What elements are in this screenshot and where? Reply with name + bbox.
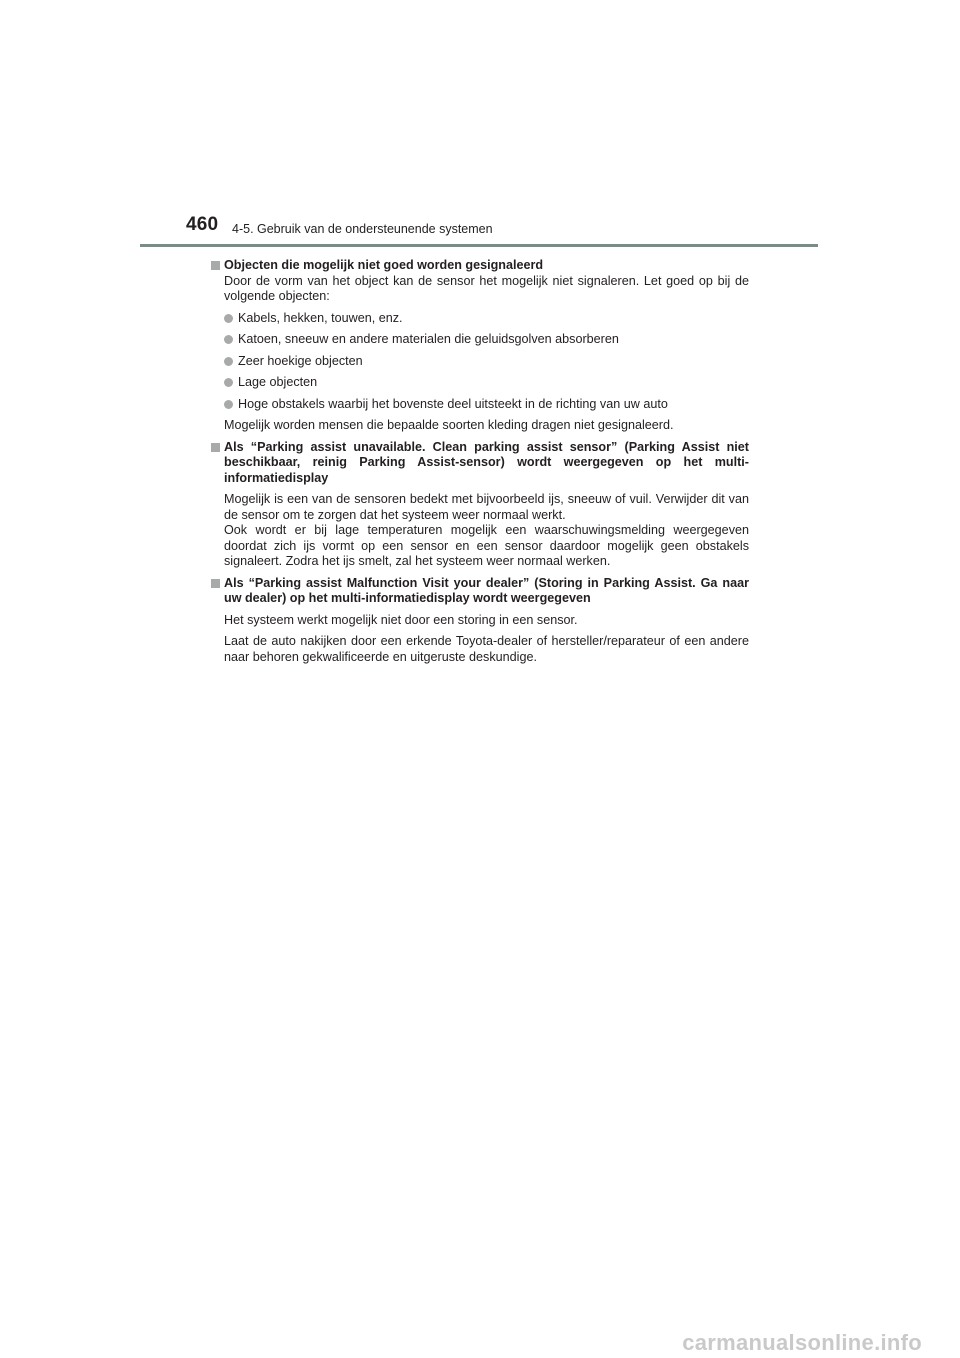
page-number: 460: [186, 214, 219, 235]
list-item: [211, 332, 749, 348]
paragraph: Laat de auto nakijken door een erkende Toyota-dealer of hersteller/reparateur of een andere naar behoren gekwalificeerde en uitgeruste deskundige.: [224, 634, 749, 664]
list-item-text: Zeer hoekige objecten: [238, 353, 363, 368]
circle-bullet-icon: [224, 357, 233, 366]
page-content: [211, 254, 749, 665]
watermark: carmanualsonline.info: [682, 1330, 922, 1355]
section-heading: [211, 258, 749, 274]
paragraph: Mogelijk is een van de sensoren bedekt met bijvoorbeeld ijs, sneeuw of vuil. Verwijder dit van de sensor om te zorgen dat het systeem weer normaal werkt.: [224, 492, 749, 522]
heading-text: Objecten die mogelijk niet goed worden gesignaleerd: [224, 258, 544, 272]
list-item: [211, 375, 749, 391]
paragraph: Het systeem werkt mogelijk niet door een storing in een sensor.: [224, 612, 578, 627]
circle-bullet-icon: [224, 400, 233, 409]
circle-bullet-icon: [224, 314, 233, 323]
paragraph: Door de vorm van het object kan de sensor het mogelijk niet signaleren. Let goed op bij de volgende objecten:: [224, 273, 749, 303]
square-bullet-icon: [211, 261, 220, 270]
circle-bullet-icon: [224, 378, 233, 387]
list-item-text: Katoen, sneeuw en andere materialen die geluidsgolven absorberen: [238, 332, 619, 346]
heading-text: Als “Parking assist Malfunction Visit your dealer” (Storing in Parking Assist. Ga naar uw dealer) op het multi-informatiedisplay wordt weergegeven: [224, 575, 749, 605]
section-heading: [211, 576, 749, 607]
circle-bullet-icon: [224, 335, 233, 344]
list-item-text: Hoge obstakels waarbij het bovenste deel uitsteekt in de richting van uw auto: [238, 396, 668, 411]
list-item-text: Lage objecten: [238, 375, 318, 389]
header-rule: [140, 244, 818, 247]
paragraph: Mogelijk worden mensen die bepaalde soorten kleding dragen niet gesignaleerd.: [224, 418, 674, 432]
square-bullet-icon: [211, 443, 220, 452]
list-item: [211, 354, 749, 370]
list-item-text: Kabels, hekken, touwen, enz.: [238, 310, 403, 325]
heading-text: Als “Parking assist unavailable. Clean parking assist sensor” (Parking Assist niet beschikbaar, reinig Parking Assist-sensor) wordt weergegeven op het multi-informatiedisplay: [224, 439, 749, 485]
paragraph: Ook wordt er bij lage temperaturen mogelijk een waarschuwingsmelding weergegeven doordat zich ijs vormt op een sensor en een sensor daardoor mogelijk geen obstakels signaleert. Zodra het ijs smelt, zal het systeem weer normaal werken.: [224, 523, 749, 568]
list-item: [211, 397, 749, 413]
list-item: [211, 311, 749, 327]
square-bullet-icon: [211, 579, 220, 588]
section-heading: [211, 440, 749, 487]
section-title: 4-5. Gebruik van de ondersteunende systemen: [232, 222, 493, 236]
